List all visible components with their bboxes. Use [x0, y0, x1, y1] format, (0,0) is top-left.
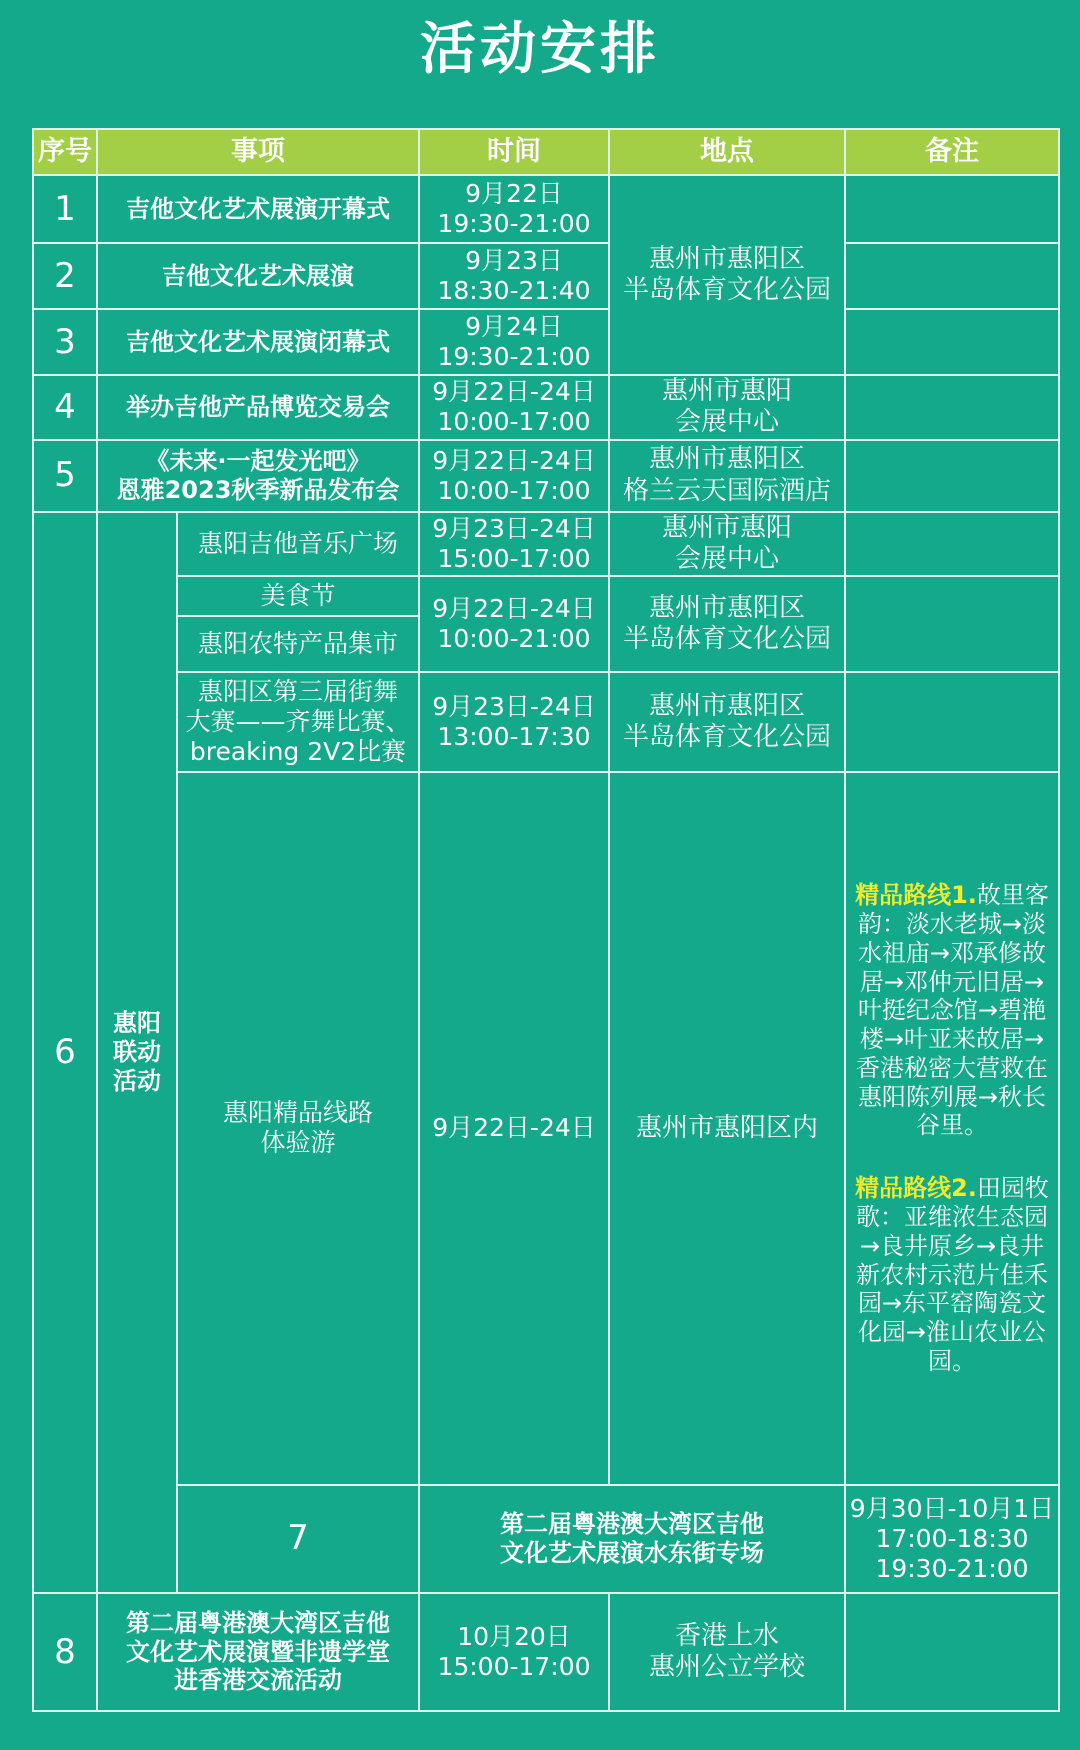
- time-line: 9月23日: [465, 246, 563, 276]
- place-line: 格兰云天国际酒店: [622, 475, 831, 506]
- row-place: [609, 375, 845, 439]
- header-item: 事项: [97, 129, 419, 175]
- time-line: 9月30日-10月1日: [849, 1493, 1055, 1523]
- place-line: 半岛体育文化公园: [622, 275, 831, 306]
- group-label: [97, 512, 177, 1593]
- item-line: 文化艺术展演水东街专场: [500, 1538, 764, 1567]
- place-line: 半岛体育文化公园: [622, 722, 831, 753]
- row-place: [609, 175, 845, 375]
- time-line: 13:00-17:30: [437, 722, 591, 752]
- place-line: 惠州市惠阳: [661, 376, 792, 407]
- row-seq: 5: [33, 440, 97, 512]
- table-row: [33, 175, 1059, 243]
- table-row: [33, 1485, 1059, 1593]
- row-note: [845, 243, 1059, 309]
- table-row: [33, 772, 1059, 1485]
- row-place: [609, 440, 845, 512]
- place-line: 惠州市惠阳区: [648, 592, 805, 623]
- place-line: 惠州市惠阳区: [648, 243, 805, 274]
- time-line: 9月22日-24日: [432, 445, 596, 475]
- table-row: [33, 440, 1059, 512]
- place-line: 半岛体育文化公园: [622, 624, 831, 655]
- item-line: 大赛——齐舞比赛、: [185, 707, 411, 737]
- route1: [849, 881, 1055, 1140]
- item-line: 文化艺术展演暨非遗学堂: [126, 1637, 390, 1666]
- route-gap: [849, 1140, 1055, 1174]
- table-row: [33, 243, 1059, 309]
- time-line: 9月22日-24日: [432, 594, 596, 624]
- row-place: 惠州市惠阳区内: [609, 772, 845, 1485]
- sub-item: 惠阳吉他音乐广场: [177, 512, 419, 576]
- place-line: 惠州公立学校: [648, 1651, 805, 1682]
- time-line: 15:00-17:00: [437, 1651, 591, 1681]
- row-time: 9月22日-24日: [419, 772, 609, 1485]
- row-time: [419, 309, 609, 375]
- row-time: [845, 1485, 1059, 1593]
- header-place: 地点: [609, 129, 845, 175]
- time-line: 9月22日-24日: [432, 377, 596, 407]
- item-line: 进香港交流活动: [174, 1666, 342, 1695]
- item-line: 体验游: [260, 1128, 336, 1158]
- row-time: [419, 512, 609, 576]
- header-note: 备注: [845, 129, 1059, 175]
- row-time: [419, 375, 609, 439]
- row-time: [419, 1593, 609, 1711]
- row-seq: 4: [33, 375, 97, 439]
- route1-label: 精品路线1.: [855, 881, 977, 910]
- table-row: [33, 512, 1059, 576]
- time-line: 9月23日-24日: [432, 692, 596, 722]
- row-place: [609, 672, 845, 772]
- group-line: 活动: [113, 1066, 161, 1095]
- group-line: 惠阳: [113, 1009, 161, 1038]
- row-time: [419, 672, 609, 772]
- route1-text: 故里客韵：淡水老城→淡水祖庙→邓承修故居→邓仲元旧居→叶挺纪念馆→碧滟楼→叶亚来故居→香港秘密大营救在惠阳陈列展→秋长谷里。: [856, 881, 1049, 1140]
- row-item: 吉他文化艺术展演闭幕式: [97, 309, 419, 375]
- time-line: 9月22日: [465, 179, 563, 209]
- route2: [849, 1174, 1055, 1376]
- row-seq: 1: [33, 175, 97, 243]
- page-title: 活动安排: [420, 17, 660, 82]
- place-line: 会展中心: [674, 543, 779, 574]
- item-line: 第二届粤港澳大湾区吉他: [500, 1510, 764, 1538]
- row-seq: 3: [33, 309, 97, 375]
- row-item: [97, 1593, 419, 1711]
- route2-label: 精品路线2.: [855, 1174, 977, 1203]
- item-line: 《未来·一起发光吧》: [145, 446, 371, 475]
- route2-text: 田园牧歌：亚维浓生态园→良井原乡→良井新农村示范片佳禾园→东平窑陶瓷文化园→淮山农业公园。: [856, 1174, 1049, 1376]
- item-line: breaking 2V2比赛: [189, 737, 407, 767]
- row-note: [845, 440, 1059, 512]
- row-place: [609, 576, 845, 672]
- time-line: 19:30-21:00: [437, 342, 591, 372]
- time-line: 9月24日: [465, 312, 563, 342]
- row-place: [609, 512, 845, 576]
- row-seq: 2: [33, 243, 97, 309]
- row-item: [419, 1485, 845, 1593]
- row-seq: 7: [177, 1485, 419, 1593]
- item-line: 第二届粤港澳大湾区吉他: [126, 1608, 390, 1637]
- place-line: 惠州市惠阳: [661, 512, 792, 543]
- row-time: [419, 175, 609, 243]
- row-item: [97, 440, 419, 512]
- time-line: 10月20日: [457, 1621, 571, 1651]
- time-line: 9月23日-24日: [432, 513, 596, 543]
- sub-item: 惠阳农特产品集市: [177, 616, 419, 672]
- place-line: 惠州市惠阳区: [648, 444, 805, 475]
- header-row: [33, 129, 1059, 175]
- header-time: 时间: [419, 129, 609, 175]
- row-note: [845, 672, 1059, 772]
- time-line: 17:00-18:30: [875, 1523, 1029, 1553]
- item-line: 惠阳精品线路: [222, 1098, 373, 1128]
- group-line: 联动: [113, 1037, 161, 1066]
- item-line: 惠阳区第三届街舞: [197, 677, 398, 707]
- place-line: 会展中心: [674, 407, 779, 438]
- row-note: [845, 576, 1059, 672]
- sub-item: [177, 672, 419, 772]
- row-note: [845, 1593, 1059, 1711]
- place-line: 香港上水: [674, 1620, 779, 1651]
- row-time: [419, 576, 609, 672]
- row-place: [609, 1593, 845, 1711]
- place-line: 惠州市惠阳区: [648, 690, 805, 721]
- row-note: [845, 375, 1059, 439]
- table-row: [33, 309, 1059, 375]
- table-row: [33, 672, 1059, 772]
- time-line: 10:00-21:00: [437, 624, 591, 654]
- sub-item: 美食节: [177, 576, 419, 616]
- table-row: [33, 576, 1059, 616]
- row-note: [845, 175, 1059, 243]
- table-row: [33, 1593, 1059, 1711]
- row-item: 吉他文化艺术展演: [97, 243, 419, 309]
- header-seq: 序号: [33, 129, 97, 175]
- sub-item: [177, 772, 419, 1485]
- row-seq: 8: [33, 1593, 97, 1711]
- item-line: 恩雅2023秋季新品发布会: [116, 475, 400, 504]
- time-line: 10:00-17:00: [437, 407, 591, 437]
- time-line: 10:00-17:00: [437, 475, 591, 505]
- time-line: 19:30-21:00: [875, 1553, 1029, 1583]
- row-seq: 6: [33, 512, 97, 1593]
- row-time: [419, 440, 609, 512]
- row-item: 举办吉他产品博览交易会: [97, 375, 419, 439]
- time-line: 15:00-17:00: [437, 543, 591, 573]
- row-item: 吉他文化艺术展演开幕式: [97, 175, 419, 243]
- row-note: [845, 309, 1059, 375]
- time-line: 18:30-21:40: [437, 276, 591, 306]
- table-row: [33, 375, 1059, 439]
- row-note: [845, 512, 1059, 576]
- route-note: [845, 772, 1059, 1485]
- time-line: 19:30-21:00: [437, 209, 591, 239]
- schedule-table: [32, 128, 1060, 1712]
- row-time: [419, 243, 609, 309]
